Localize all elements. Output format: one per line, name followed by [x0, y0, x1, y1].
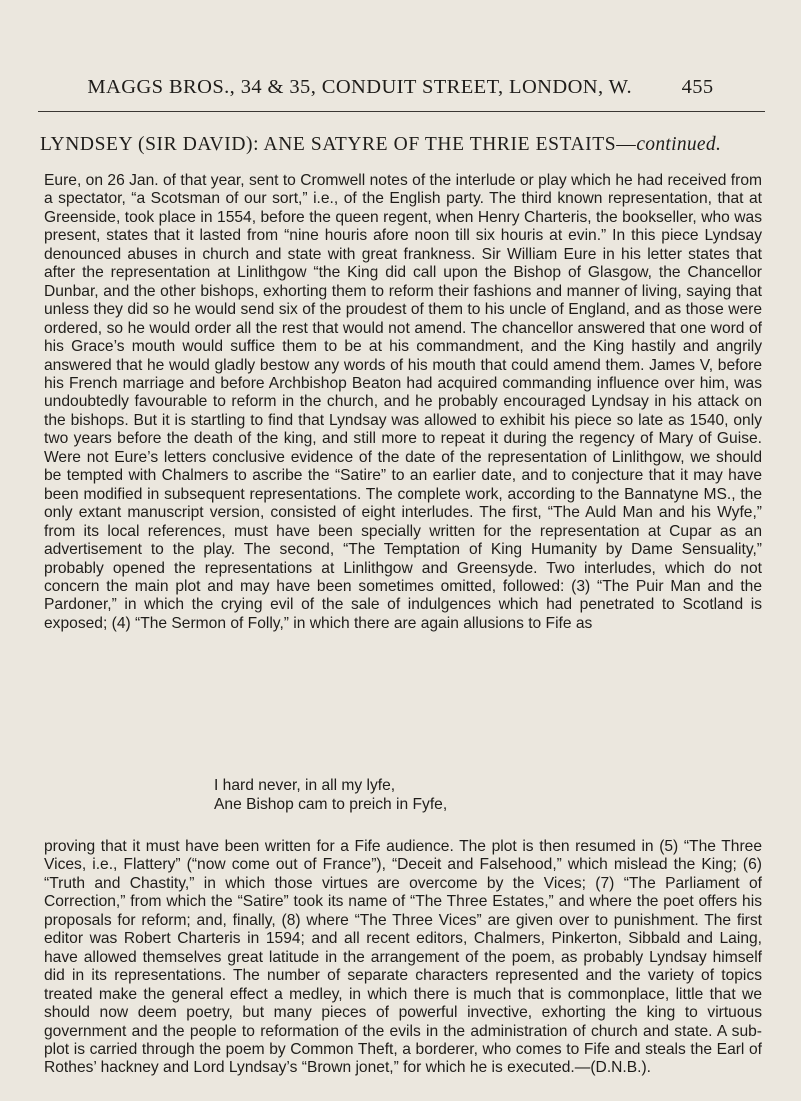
verse-line-2: Ane Bishop cam to preich in Fyfe, [214, 796, 448, 813]
page-number: 455 [681, 76, 714, 98]
running-head-text: MAGGS BROS., 34 & 35, CONDUIT STREET, LONDON, W. [87, 76, 633, 98]
header-rule [38, 111, 765, 112]
paragraph-1: Eure, on 26 Jan. of that year, sent to Cromwell notes of the interlude or play which he had received from a spectator, “a Scotsman of our sort,” i.e., of the English party. The third known representation, that at Greenside, took place in 1554, before the queen regent, when Henry Charteris, the bookseller, who was present, states that it lasted from “nine houris afore noon till six houris at evin.” In this piece Lyndsay denounced abuses in church and state with great frankness. Sir William Eure in his letter states that after the representation at Linlithgow “the King did call upon the Bishop of Glasgow, the Chancellor Dunbar, and the other bishops, exhorting them to reform their fashions and manner of living, saying that unless they did so he would send six of the proudest of them to his uncle of England, and as those were ordered, so he would order all the rest that would not amend. The chancellor answered that one word of his Grace’s mouth would suffice them to be at his commandment, and the King hastily and angrily answered that he would gladly bestow any words of his mouth that could amend them. James V, before his French marriage and before Archbishop Beaton had acquired commanding influence over him, was undoubtedly favourable to reform in the church, and he probably encouraged Lyndsay in his attack on the bishops. But it is startling to find that Lyndsay was allowed to exhibit his piece so late as 1540, only two years before the death of the king, and still more to repeat it during the regency of Mary of Guise. Were not Eure’s letters conclusive evidence of the date of the representation of Linlithgow, we should be tempted with Chalmers to ascribe the “Satire” to an earlier date, and to conjecture that it may have been modified in subsequent representations. The complete work, according to the Bannatyne MS., the only extant manuscript version, consisted of eight interludes. The first, “The Auld Man and his Wyfe,” from its local references, must have been specially written for the representation at Cupar as an advertisement to the play. The second, “The Temptation of King Humanity by Dame Sensuality,” probably opened the representations at Linlithgow and Greensyde. Two interludes, which do not concern the main plot and may have been sometimes omitted, followed: (3) “The Puir Man and the Pardoner,” in which the crying evil of the sale of indulgences which had penetrated to Scotland is exposed; (4) “The Sermon of Folly,” in which there are again allusions to Fife as [44, 172, 762, 632]
section-title [40, 134, 773, 156]
section-title-continued: continued. [636, 134, 722, 155]
paragraph-2: proving that it must have been written for a Fife audience. The plot is then resumed in (5) “The Three Vices, i.e., Flattery” (“now come out of France”), “Deceit and Falsehood,” which mislead the King; (6) “Truth and Chastity,” in which those virtues are overcome by the Vices; (7) “The Parliament of Correction,” from which the “Satire” took its name of “The Three Estates,” and where the poet offers his proposals for reform; and, finally, (8) where “The Three Vices” are given over to punishment. The first editor was Robert Charteris in 1594; and all recent editors, Chalmers, Pinkerton, Sibbald and Laing, have allowed themselves great latitude in the arrangement of the poem, as probably Lyndsay himself did in its representations. The number of separate characters represented and the variety of topics treated make the general effect a medley, in which there is much that is commonplace, little that we should now deem poetry, but many pieces of powerful invective, exhorting the king to virtuous government and the people to reformation of the evils in the administration of church and state. A sub-plot is carried through the poem by Common Theft, a borderer, who comes to Fife and steals the Earl of Rothes’ hackney and Lord Lyndsay’s “Brown jonet,” for which he is executed.—(D.N.B.). [44, 838, 762, 1077]
verse-line-1: I hard never, in all my lyfe, [214, 777, 396, 794]
section-title-main: LYNDSEY (SIR DAVID): ANE SATYRE OF THE THRIE ESTAITS— [40, 134, 637, 155]
verse-quotation [214, 776, 447, 814]
running-head [0, 76, 801, 99]
